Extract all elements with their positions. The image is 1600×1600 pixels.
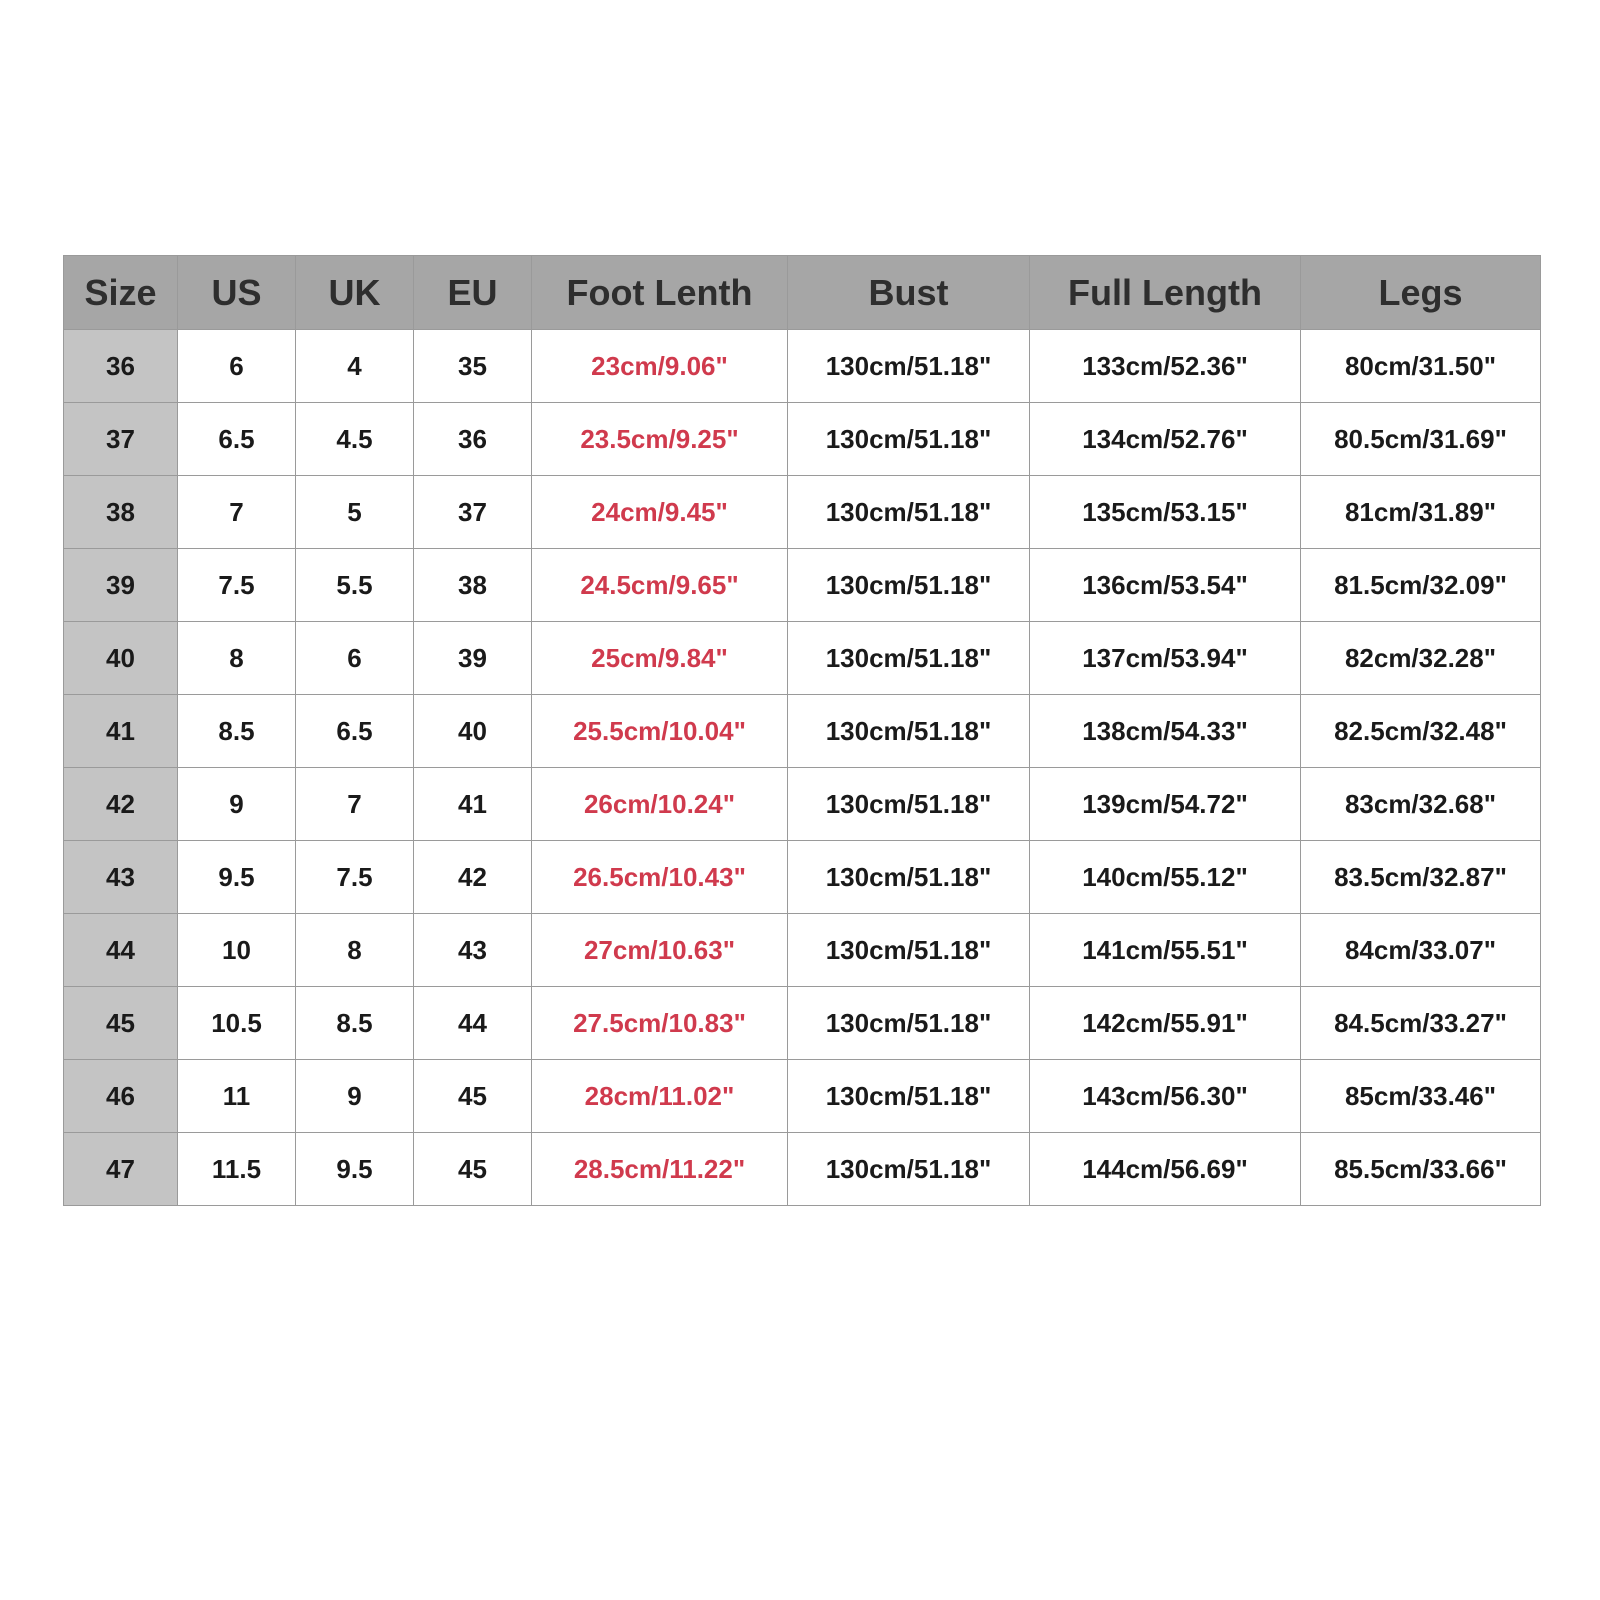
cell-legs: 81cm/31.89" <box>1301 476 1541 549</box>
table-row <box>64 1060 1541 1133</box>
header-legs: Legs <box>1301 256 1541 330</box>
cell-us: 8 <box>178 622 296 695</box>
cell-legs: 83cm/32.68" <box>1301 768 1541 841</box>
cell-uk: 6 <box>296 622 414 695</box>
cell-eu: 42 <box>414 841 532 914</box>
cell-eu: 40 <box>414 695 532 768</box>
cell-full-length: 143cm/56.30" <box>1030 1060 1301 1133</box>
header-size: Size <box>64 256 178 330</box>
cell-uk: 4 <box>296 330 414 403</box>
cell-foot-length: 28.5cm/11.22" <box>532 1133 788 1206</box>
cell-legs: 83.5cm/32.87" <box>1301 841 1541 914</box>
cell-eu: 39 <box>414 622 532 695</box>
header-full-length: Full Length <box>1030 256 1301 330</box>
header-us: US <box>178 256 296 330</box>
cell-bust: 130cm/51.18" <box>788 549 1030 622</box>
size-chart-table <box>63 255 1541 1206</box>
cell-legs: 82.5cm/32.48" <box>1301 695 1541 768</box>
header-foot-length: Foot Lenth <box>532 256 788 330</box>
cell-uk: 6.5 <box>296 695 414 768</box>
cell-uk: 7 <box>296 768 414 841</box>
cell-foot-length: 24cm/9.45" <box>532 476 788 549</box>
cell-us: 6 <box>178 330 296 403</box>
cell-eu: 38 <box>414 549 532 622</box>
cell-uk: 8 <box>296 914 414 987</box>
cell-us: 9 <box>178 768 296 841</box>
cell-full-length: 139cm/54.72" <box>1030 768 1301 841</box>
cell-legs: 80.5cm/31.69" <box>1301 403 1541 476</box>
cell-full-length: 138cm/54.33" <box>1030 695 1301 768</box>
cell-foot-length: 28cm/11.02" <box>532 1060 788 1133</box>
cell-eu: 44 <box>414 987 532 1060</box>
cell-size: 38 <box>64 476 178 549</box>
cell-legs: 85cm/33.46" <box>1301 1060 1541 1133</box>
cell-foot-length: 26cm/10.24" <box>532 768 788 841</box>
cell-size: 40 <box>64 622 178 695</box>
cell-legs: 85.5cm/33.66" <box>1301 1133 1541 1206</box>
cell-size: 44 <box>64 914 178 987</box>
cell-uk: 8.5 <box>296 987 414 1060</box>
cell-full-length: 142cm/55.91" <box>1030 987 1301 1060</box>
cell-bust: 130cm/51.18" <box>788 1133 1030 1206</box>
cell-bust: 130cm/51.18" <box>788 330 1030 403</box>
cell-size: 36 <box>64 330 178 403</box>
table-body <box>64 330 1541 1206</box>
cell-uk: 7.5 <box>296 841 414 914</box>
cell-us: 11 <box>178 1060 296 1133</box>
cell-us: 8.5 <box>178 695 296 768</box>
cell-eu: 41 <box>414 768 532 841</box>
cell-full-length: 135cm/53.15" <box>1030 476 1301 549</box>
cell-foot-length: 23cm/9.06" <box>532 330 788 403</box>
cell-foot-length: 23.5cm/9.25" <box>532 403 788 476</box>
cell-bust: 130cm/51.18" <box>788 987 1030 1060</box>
cell-us: 11.5 <box>178 1133 296 1206</box>
cell-legs: 80cm/31.50" <box>1301 330 1541 403</box>
cell-us: 10 <box>178 914 296 987</box>
cell-legs: 84cm/33.07" <box>1301 914 1541 987</box>
cell-size: 45 <box>64 987 178 1060</box>
cell-eu: 37 <box>414 476 532 549</box>
table-row <box>64 841 1541 914</box>
cell-full-length: 133cm/52.36" <box>1030 330 1301 403</box>
cell-bust: 130cm/51.18" <box>788 476 1030 549</box>
cell-eu: 43 <box>414 914 532 987</box>
table-row <box>64 476 1541 549</box>
cell-full-length: 140cm/55.12" <box>1030 841 1301 914</box>
cell-size: 41 <box>64 695 178 768</box>
cell-size: 39 <box>64 549 178 622</box>
cell-us: 7.5 <box>178 549 296 622</box>
cell-uk: 4.5 <box>296 403 414 476</box>
cell-foot-length: 27.5cm/10.83" <box>532 987 788 1060</box>
header-row <box>64 256 1541 330</box>
cell-size: 47 <box>64 1133 178 1206</box>
table-row <box>64 695 1541 768</box>
cell-bust: 130cm/51.18" <box>788 622 1030 695</box>
table-row <box>64 622 1541 695</box>
cell-foot-length: 25.5cm/10.04" <box>532 695 788 768</box>
cell-bust: 130cm/51.18" <box>788 841 1030 914</box>
cell-size: 43 <box>64 841 178 914</box>
cell-uk: 9.5 <box>296 1133 414 1206</box>
table-row <box>64 987 1541 1060</box>
cell-eu: 35 <box>414 330 532 403</box>
header-bust: Bust <box>788 256 1030 330</box>
cell-bust: 130cm/51.18" <box>788 1060 1030 1133</box>
table-row <box>64 768 1541 841</box>
cell-foot-length: 26.5cm/10.43" <box>532 841 788 914</box>
cell-us: 9.5 <box>178 841 296 914</box>
cell-us: 6.5 <box>178 403 296 476</box>
cell-uk: 5 <box>296 476 414 549</box>
table-row <box>64 1133 1541 1206</box>
cell-bust: 130cm/51.18" <box>788 768 1030 841</box>
cell-bust: 130cm/51.18" <box>788 914 1030 987</box>
header-uk: UK <box>296 256 414 330</box>
cell-legs: 82cm/32.28" <box>1301 622 1541 695</box>
cell-legs: 84.5cm/33.27" <box>1301 987 1541 1060</box>
table-row <box>64 549 1541 622</box>
cell-eu: 36 <box>414 403 532 476</box>
cell-foot-length: 24.5cm/9.65" <box>532 549 788 622</box>
cell-bust: 130cm/51.18" <box>788 403 1030 476</box>
cell-full-length: 136cm/53.54" <box>1030 549 1301 622</box>
cell-eu: 45 <box>414 1060 532 1133</box>
cell-full-length: 144cm/56.69" <box>1030 1133 1301 1206</box>
cell-eu: 45 <box>414 1133 532 1206</box>
table-header <box>64 256 1541 330</box>
cell-uk: 9 <box>296 1060 414 1133</box>
cell-size: 42 <box>64 768 178 841</box>
cell-uk: 5.5 <box>296 549 414 622</box>
cell-size: 46 <box>64 1060 178 1133</box>
cell-us: 7 <box>178 476 296 549</box>
cell-foot-length: 25cm/9.84" <box>532 622 788 695</box>
cell-size: 37 <box>64 403 178 476</box>
cell-full-length: 141cm/55.51" <box>1030 914 1301 987</box>
cell-full-length: 137cm/53.94" <box>1030 622 1301 695</box>
cell-legs: 81.5cm/32.09" <box>1301 549 1541 622</box>
table-row <box>64 403 1541 476</box>
table-row <box>64 330 1541 403</box>
cell-full-length: 134cm/52.76" <box>1030 403 1301 476</box>
cell-foot-length: 27cm/10.63" <box>532 914 788 987</box>
cell-us: 10.5 <box>178 987 296 1060</box>
header-eu: EU <box>414 256 532 330</box>
table-row <box>64 914 1541 987</box>
cell-bust: 130cm/51.18" <box>788 695 1030 768</box>
